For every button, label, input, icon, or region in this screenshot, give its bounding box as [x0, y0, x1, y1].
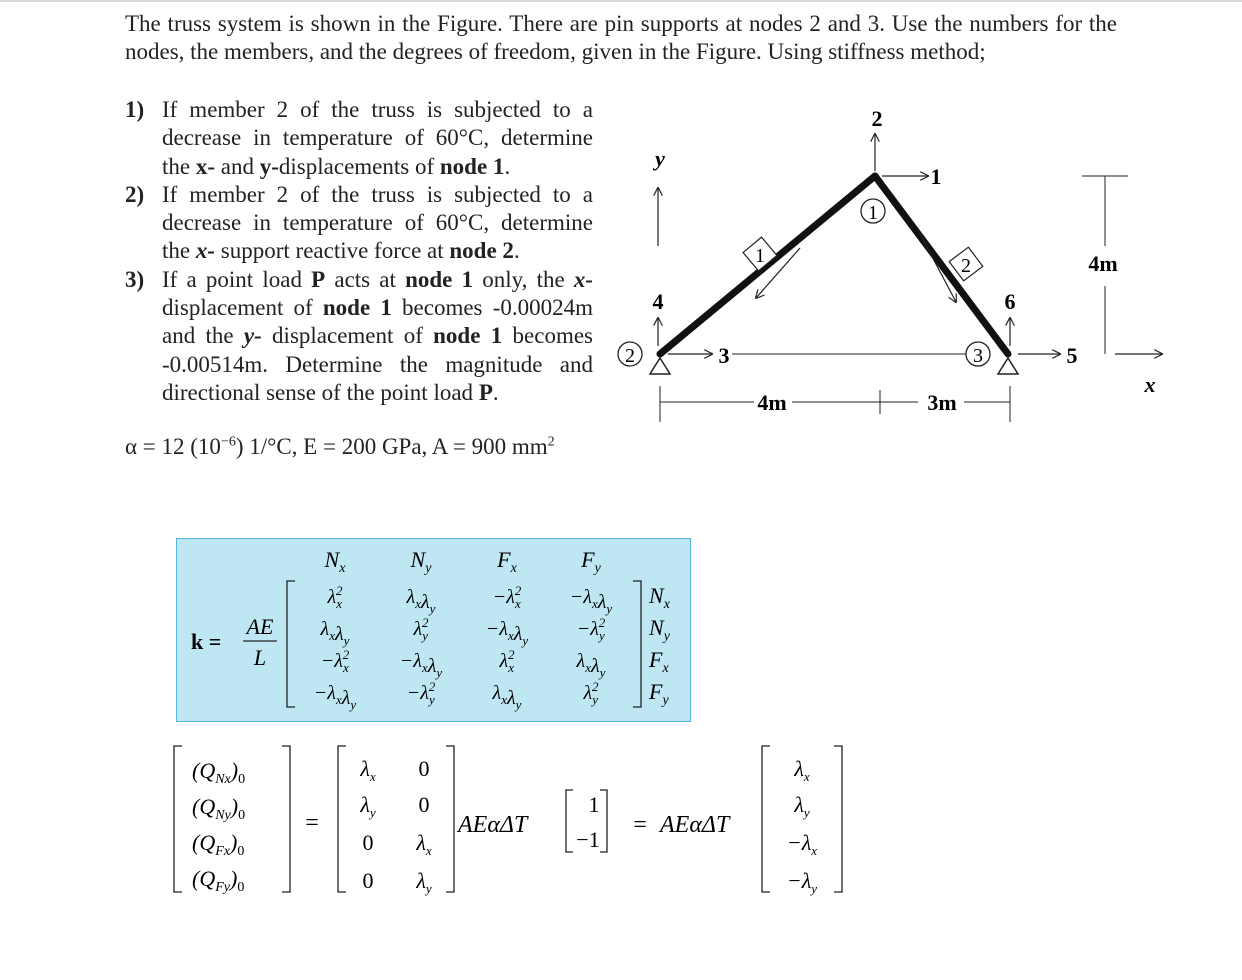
node-3-label: 3	[973, 345, 983, 367]
col-head: $N_x$	[324, 547, 346, 576]
row-head: $F_x$	[649, 647, 669, 676]
truss-figure	[600, 96, 1200, 436]
matrix-cell: $\lambda_x\lambda_y$	[320, 618, 350, 648]
matrix-cell: $-\lambda_x\lambda_y$	[313, 682, 357, 712]
coef-numerator: AE	[246, 614, 274, 639]
question-1	[125, 96, 593, 181]
matrix-cell: $-\lambda_x\lambda_y$	[399, 650, 443, 680]
T-cell: 0	[418, 792, 430, 817]
matrix-cell: $-\lambda_x2$	[492, 583, 522, 611]
lhs-entry: $(Q_{Fx})_0$	[192, 830, 245, 859]
row-head: $N_x$	[649, 583, 670, 612]
col-head: $N_y$	[410, 547, 432, 576]
lhs-left-bracket	[174, 746, 182, 892]
result-cell: $\lambda_x$	[794, 756, 810, 784]
span-left-label: 4m	[757, 390, 787, 415]
row-head: $N_y$	[649, 615, 670, 644]
question-number: 3)	[125, 266, 145, 292]
T-left-bracket	[338, 746, 346, 892]
coef-denominator: L	[253, 645, 267, 670]
matrix-cell: $\lambda_x\lambda_y$	[492, 682, 522, 712]
question-text: If a point load P acts at node 1 only, the x- displacement of node 1 becomes -0.00024m and the y- displacement of node 1 becomes -0.00514m. Determine the magnitude and directional sense of the point load P.	[162, 266, 594, 405]
dof-3-label: 3	[718, 343, 730, 368]
factor-label: AEαΔT	[660, 812, 730, 838]
lhs-vector	[192, 758, 245, 895]
lhs-entry: $(Q_{Ny})_0$	[192, 794, 246, 823]
member-2	[875, 176, 1008, 354]
node-1-label: 1	[868, 202, 878, 224]
matrix-cell: $\lambda_y2$	[583, 679, 599, 707]
equals-sign: =	[633, 812, 647, 838]
dof-6-label: 6	[1004, 289, 1016, 314]
matrix-cell: $-\lambda_x\lambda_y$	[485, 618, 529, 648]
member-2-direction-arrow	[918, 230, 956, 302]
question-list	[125, 96, 593, 407]
right-bracket	[633, 581, 641, 707]
T-right-bracket	[446, 746, 454, 892]
x-axis-label: x	[1144, 372, 1156, 397]
T-cell: 0	[362, 868, 374, 893]
T-cell: $\lambda_x$	[416, 830, 432, 858]
question-text: If member 2 of the truss is subjected to a decrease in temperature of 60°C, determine the x- support reactive force at node 2.	[162, 181, 593, 264]
matrix-cell: $-\lambda_x\lambda_y$	[569, 586, 613, 616]
lhs-right-bracket	[282, 746, 290, 892]
result-vector	[787, 756, 817, 896]
result-left-bracket	[762, 746, 770, 892]
question-number: 2)	[125, 181, 145, 207]
thermal-load-equation	[170, 742, 870, 912]
stiffness-matrix-box	[176, 538, 691, 722]
factor-label: AEαΔT	[458, 812, 528, 838]
result-cell: $-\lambda_x$	[786, 830, 818, 858]
y-axis-label: y	[655, 146, 665, 171]
question-2	[125, 181, 593, 266]
matrix-cell: $-\lambda_y2$	[576, 615, 606, 643]
result-cell: $\lambda_y$	[794, 792, 810, 820]
matrix-cell: $\lambda_x\lambda_y$	[406, 586, 436, 616]
T-cell: 0	[418, 756, 430, 781]
span-right-label: 3m	[927, 390, 957, 415]
transformation-matrix	[359, 756, 432, 896]
T-cell: $\lambda_x$	[360, 756, 376, 784]
matrix-cell: $\lambda_x2$	[327, 583, 343, 611]
result-cell: $-\lambda_y$	[786, 868, 818, 896]
height-label: 4m	[1088, 251, 1118, 276]
question-3	[125, 266, 593, 407]
result-right-bracket	[834, 746, 842, 892]
problem-intro: The truss system is shown in the Figure. There are pin supports at nodes 2 and 3. Use the numbers for the nodes, the members, and the degrees of freedom, given in the Figure. Using stiffness method;	[125, 11, 1117, 64]
col-head: $F_x$	[497, 547, 517, 576]
lhs-entry: $(Q_{Nx})_0$	[192, 758, 246, 787]
left-bracket	[287, 581, 295, 707]
question-number: 1)	[125, 97, 145, 122]
member-1-label: 1	[755, 245, 765, 267]
T-cell: 0	[362, 830, 374, 855]
equals-sign: =	[305, 810, 319, 836]
T-cell: $\lambda_y$	[360, 792, 376, 820]
pin-support-node-2	[650, 358, 670, 374]
pin-support-node-3	[998, 358, 1018, 374]
question-text: If member 2 of the truss is subjected to a decrease in temperature of 60°C, determine the x- and y-displacements of node 1.	[162, 97, 593, 179]
dof-2-label: 2	[871, 106, 883, 131]
member-2-label: 2	[961, 255, 971, 277]
row-head: $F_y$	[649, 679, 669, 708]
member-1	[660, 176, 875, 354]
page-top-border	[0, 0, 1242, 2]
dof-4-label: 4	[652, 289, 664, 314]
T-cell: $\lambda_y$	[416, 868, 432, 896]
vec-right-bracket	[600, 790, 607, 852]
matrix-cell: $\lambda_y2$	[413, 615, 429, 643]
matrix-cell: $-\lambda_x2$	[320, 647, 350, 675]
k-lhs: k =	[191, 629, 222, 654]
matrix-cell: $\lambda_x2$	[499, 647, 515, 675]
lhs-entry: $(Q_{Fy})_0$	[192, 866, 245, 895]
vec-entry: −1	[576, 827, 600, 852]
matrix-entries	[314, 583, 613, 712]
dof-5-label: 5	[1066, 343, 1078, 368]
dof-1-label: 1	[930, 164, 942, 189]
vec-entry: 1	[588, 792, 600, 817]
matrix-cell: $\lambda_x\lambda_y$	[576, 650, 606, 680]
vec-left-bracket	[566, 790, 573, 852]
col-head: $F_y$	[581, 547, 601, 576]
material-properties: α = 12 $(10^{-6})$ 1/°C, E = 200 GPa, A = 900 $mm^2$	[125, 434, 555, 459]
stiffness-matrix	[177, 539, 692, 723]
node-2-label: 2	[625, 345, 635, 367]
matrix-cell: $-\lambda_y2$	[406, 679, 436, 707]
